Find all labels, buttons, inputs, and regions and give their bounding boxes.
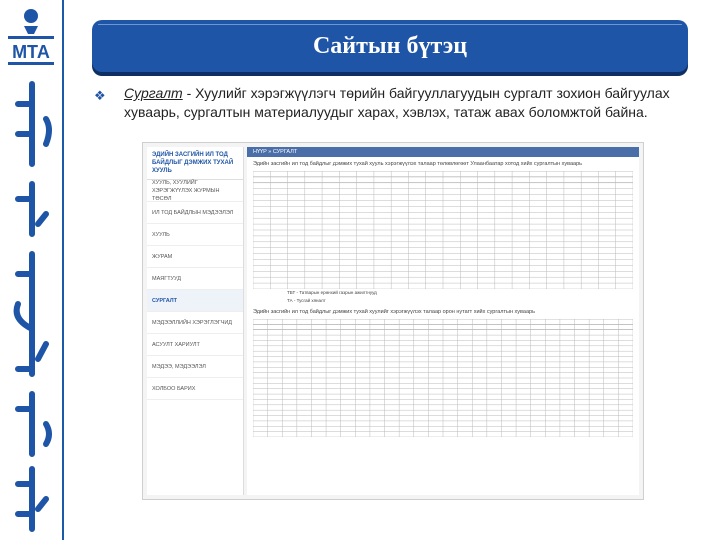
schedule-caption-city: Эдийн засгийн ил тод байдлыг дэмжих тухай хууль хэрэгжүүлэх талаар төлөвлөгөөт Улаанбаатар хотод хийх сургалтын хуваарь [253, 161, 583, 167]
site-nav-item[interactable]: АСУУЛТ ХАРИУЛТ [147, 334, 243, 356]
site-nav-item[interactable]: ХОЛБОО БАРИХ [147, 378, 243, 400]
site-nav-item[interactable]: ИЛ ТОД БАЙДЛЫН МЭДЭЭЛЭЛ [147, 202, 243, 224]
schedule-table-city [253, 171, 633, 289]
slide-title-banner [92, 20, 688, 72]
website-screenshot [142, 142, 644, 500]
mongolian-script-icon [8, 74, 56, 534]
site-nav-item[interactable]: ХУУЛЬ, ХУУЛИЙГ ХЭРЭГЖҮҮЛЭХ ЖУРМЫН ТӨСӨЛ [147, 180, 243, 202]
logo-text: МТА [12, 42, 50, 62]
site-nav-item[interactable]: ЖУРАМ [147, 246, 243, 268]
site-nav-item-training[interactable]: СУРГАЛТ [147, 290, 243, 312]
description-paragraph [124, 84, 704, 122]
site-nav-item[interactable]: МАЯГТУУД [147, 268, 243, 290]
site-sidebar [147, 147, 244, 495]
left-branding-bar [0, 0, 64, 540]
site-nav-item[interactable]: МЭДЭЭЛЛИЙН ХЭРЭГЛЭГЧИД [147, 312, 243, 334]
site-nav-item[interactable]: ХУУЛЬ [147, 224, 243, 246]
term-training: Сургалт [124, 85, 183, 101]
site-breadcrumb[interactable]: НҮҮР » СУРГАЛТ [247, 147, 639, 157]
site-sidebar-heading: ЭДИЙН ЗАСГИЙН ИЛ ТОД БАЙДЛЫГ ДЭМЖИХ ТУХАЙ ХУУЛЬ [147, 147, 243, 180]
legend-tbt: ТБТ - Татварын ерөнхий газрын ажилтнууд [287, 290, 377, 295]
description-text: - Хуулийг хэрэгжүүлэгч төрийн байгууллагуудын сургалт зохион байгуулах хуваарь, сургалтын материалуудыг харах, хэвлэх, татаж авах боломжтой байна. [124, 85, 670, 120]
site-nav-item[interactable]: МЭДЭЭ, МЭДЭЭЛЭЛ [147, 356, 243, 378]
diamond-bullet-icon: ❖ [94, 88, 106, 103]
mta-logo-icon [4, 6, 58, 70]
site-main-content [247, 147, 639, 495]
schedule-table-rural [253, 319, 633, 437]
slide-title: Сайтын бүтэц [312, 32, 468, 59]
schedule-caption-rural: Эдийн засгийн ил тод байдлыг дэмжих тухай хуулийг хэрэгжүүлэх талаар орон нутагт хийх сургалтын хуваарь [253, 309, 535, 315]
legend-ta: ТА - Тусгай хяналт [287, 298, 326, 303]
